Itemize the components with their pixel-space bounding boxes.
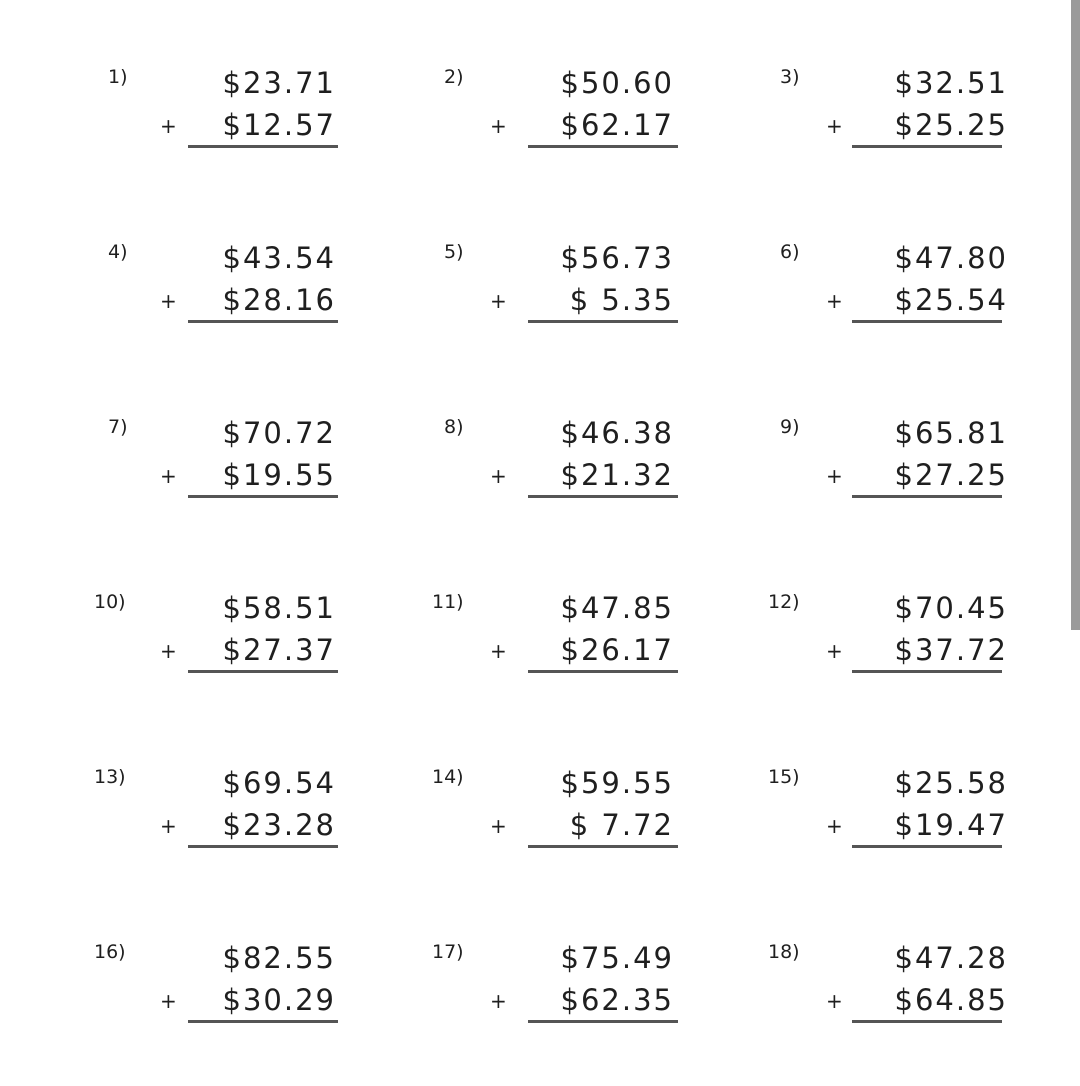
scrollbar-thumb[interactable] [1071, 0, 1080, 630]
bottom-addend: $27.25 [894, 458, 1008, 492]
problem-13 [94, 766, 394, 876]
top-addend: $75.49 [560, 941, 674, 975]
answer-line [852, 670, 1002, 673]
bottom-addend: $19.47 [894, 808, 1008, 842]
bottom-addend: $62.35 [560, 983, 674, 1017]
bottom-addend: $25.54 [894, 283, 1008, 317]
bottom-addend: $28.16 [222, 283, 336, 317]
bottom-addend: $62.17 [560, 108, 674, 142]
problem-number: 3) [780, 66, 800, 88]
plus-sign: + [160, 114, 177, 138]
problem-18 [768, 941, 1068, 1051]
answer-line [852, 145, 1002, 148]
answer-line [528, 1020, 678, 1023]
problem-15 [768, 766, 1068, 876]
plus-sign: + [490, 289, 507, 313]
problem-number: 16) [94, 941, 126, 963]
problem-9 [780, 416, 1080, 526]
bottom-addend: $ 5.35 [569, 283, 674, 317]
problem-number: 5) [444, 241, 464, 263]
top-addend: $32.51 [894, 66, 1008, 100]
plus-sign: + [826, 989, 843, 1013]
answer-line [528, 495, 678, 498]
bottom-addend: $ 7.72 [569, 808, 674, 842]
bottom-addend: $25.25 [894, 108, 1008, 142]
answer-line [528, 670, 678, 673]
problem-12 [768, 591, 1068, 701]
bottom-addend: $26.17 [560, 633, 674, 667]
plus-sign: + [160, 289, 177, 313]
answer-line [852, 1020, 1002, 1023]
problem-6 [780, 241, 1080, 351]
plus-sign: + [826, 289, 843, 313]
top-addend: $50.60 [560, 66, 674, 100]
plus-sign: + [160, 814, 177, 838]
bottom-addend: $21.32 [560, 458, 674, 492]
bottom-addend: $12.57 [222, 108, 336, 142]
answer-line [188, 145, 338, 148]
problem-7 [108, 416, 408, 526]
plus-sign: + [160, 639, 177, 663]
top-addend: $25.58 [894, 766, 1008, 800]
problem-1 [108, 66, 408, 176]
answer-line [528, 320, 678, 323]
answer-line [188, 320, 338, 323]
problem-number: 14) [432, 766, 464, 788]
problem-5 [444, 241, 744, 351]
answer-line [852, 320, 1002, 323]
answer-line [188, 495, 338, 498]
top-addend: $65.81 [894, 416, 1008, 450]
plus-sign: + [826, 814, 843, 838]
top-addend: $23.71 [222, 66, 336, 100]
plus-sign: + [160, 464, 177, 488]
top-addend: $43.54 [222, 241, 336, 275]
problem-4 [108, 241, 408, 351]
problem-16 [94, 941, 394, 1051]
top-addend: $46.38 [560, 416, 674, 450]
top-addend: $58.51 [222, 591, 336, 625]
answer-line [528, 845, 678, 848]
problem-3 [780, 66, 1080, 176]
problem-number: 11) [432, 591, 464, 613]
answer-line [188, 845, 338, 848]
problem-number: 1) [108, 66, 128, 88]
problem-8 [444, 416, 744, 526]
bottom-addend: $64.85 [894, 983, 1008, 1017]
problem-number: 7) [108, 416, 128, 438]
problem-number: 4) [108, 241, 128, 263]
problem-number: 12) [768, 591, 800, 613]
top-addend: $47.85 [560, 591, 674, 625]
bottom-addend: $27.37 [222, 633, 336, 667]
problem-2 [444, 66, 744, 176]
problem-number: 6) [780, 241, 800, 263]
plus-sign: + [490, 989, 507, 1013]
problem-number: 9) [780, 416, 800, 438]
problem-10 [94, 591, 394, 701]
plus-sign: + [490, 814, 507, 838]
plus-sign: + [826, 114, 843, 138]
plus-sign: + [490, 464, 507, 488]
problem-number: 13) [94, 766, 126, 788]
problem-14 [432, 766, 732, 876]
problem-number: 2) [444, 66, 464, 88]
bottom-addend: $23.28 [222, 808, 336, 842]
problem-number: 10) [94, 591, 126, 613]
answer-line [188, 1020, 338, 1023]
top-addend: $70.72 [222, 416, 336, 450]
problem-11 [432, 591, 732, 701]
plus-sign: + [490, 639, 507, 663]
top-addend: $59.55 [560, 766, 674, 800]
top-addend: $70.45 [894, 591, 1008, 625]
bottom-addend: $19.55 [222, 458, 336, 492]
answer-line [528, 145, 678, 148]
bottom-addend: $37.72 [894, 633, 1008, 667]
top-addend: $82.55 [222, 941, 336, 975]
problem-number: 18) [768, 941, 800, 963]
problem-17 [432, 941, 732, 1051]
problem-number: 17) [432, 941, 464, 963]
top-addend: $47.80 [894, 241, 1008, 275]
top-addend: $47.28 [894, 941, 1008, 975]
answer-line [852, 495, 1002, 498]
problem-number: 15) [768, 766, 800, 788]
problem-number: 8) [444, 416, 464, 438]
top-addend: $56.73 [560, 241, 674, 275]
plus-sign: + [490, 114, 507, 138]
top-addend: $69.54 [222, 766, 336, 800]
plus-sign: + [160, 989, 177, 1013]
plus-sign: + [826, 639, 843, 663]
answer-line [188, 670, 338, 673]
plus-sign: + [826, 464, 843, 488]
answer-line [852, 845, 1002, 848]
bottom-addend: $30.29 [222, 983, 336, 1017]
